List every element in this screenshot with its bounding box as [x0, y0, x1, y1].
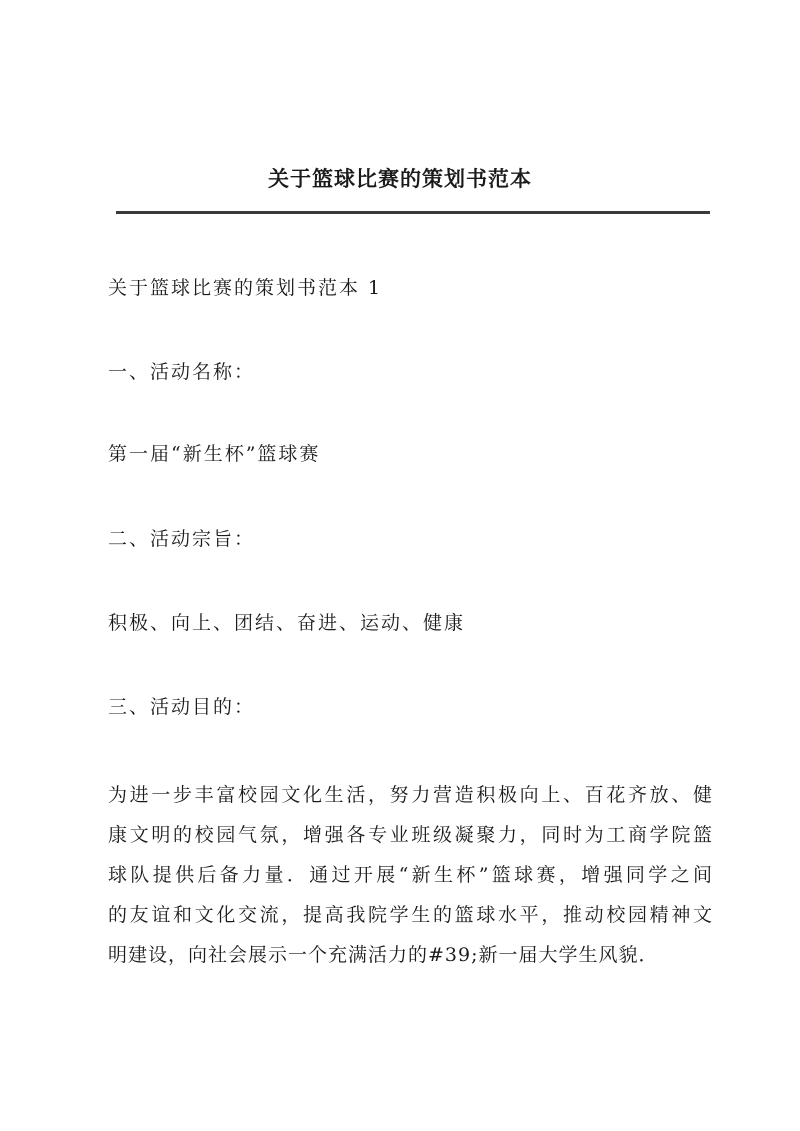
title-divider	[116, 211, 710, 214]
paragraph-line: 的友谊和文化交流，提高我院学生的篮球水平，推动校园精神文	[108, 904, 712, 926]
section-heading-activity-goal: 三、活动目的：	[108, 696, 256, 718]
section-body-activity-name: 第一届“新生杯”篮球赛	[108, 443, 321, 465]
section-heading-activity-purpose: 二、活动宗旨：	[108, 528, 256, 550]
paragraph-line: 为进一步丰富校园文化生活，努力营造积极向上、百花齐放、健	[108, 784, 712, 806]
paragraph-line: 康文明的校园气氛，增强各专业班级凝聚力，同时为工商学院篮	[108, 824, 712, 846]
section-heading-activity-name: 一、活动名称：	[108, 361, 256, 383]
paragraph-line: 球队提供后备力量．通过开展“新生杯”篮球赛，增强同学之间	[108, 864, 712, 886]
section-body-activity-goal	[108, 775, 712, 975]
document-title: 关于篮球比赛的策划书范本	[268, 166, 532, 191]
document-subtitle: 关于篮球比赛的策划书范本 1	[108, 277, 383, 299]
paragraph-line: 明建设，向社会展示一个充满活力的#39;新一届大学生风貌．	[108, 944, 659, 966]
section-body-activity-purpose: 积极、向上、团结、奋进、运动、健康	[108, 612, 466, 634]
